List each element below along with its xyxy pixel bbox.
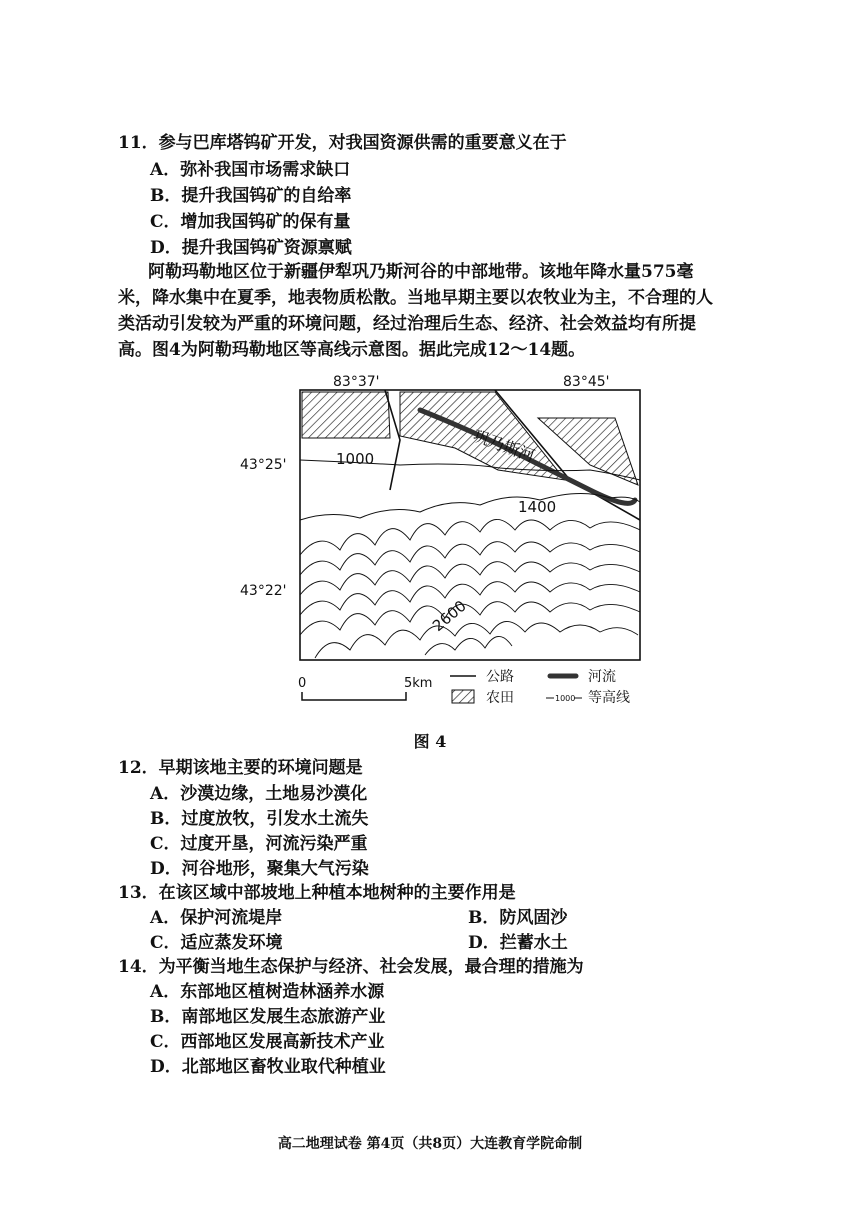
- q11-option-a: A．弥补我国市场需求缺口: [150, 160, 351, 180]
- latitude-label-north: 43°25': [240, 457, 287, 473]
- q12-option-c: C．过度开垦，河流污染严重: [150, 834, 368, 854]
- longitude-label-east: 83°45': [563, 374, 610, 390]
- q13-option-a: A．保护河流堤岸: [150, 908, 283, 928]
- q11-stem: 11．参与巴库塔钨矿开发，对我国资源供需的重要意义在于: [118, 133, 567, 153]
- longitude-label-west: 83°37': [333, 374, 380, 390]
- q14-option-d: D．北部地区畜牧业取代种植业: [150, 1057, 386, 1077]
- q12-option-a: A．沙漠边缘，土地易沙漠化: [150, 784, 368, 804]
- contour-map-figure: [240, 370, 660, 710]
- q11-option-d: D．提升我国钨矿资源禀赋: [150, 238, 352, 258]
- q13-option-d: D．拦蓄水土: [468, 933, 568, 953]
- contour-label-2600: 2600: [429, 596, 470, 636]
- contour-label-1000: 1000: [336, 450, 375, 468]
- q14-option-a: A．东部地区植树造林涵养水源: [150, 982, 385, 1002]
- legend-farmland-label: 农田: [486, 690, 514, 706]
- q12-option-b: B．过度放牧，引发水土流失: [150, 809, 369, 829]
- q14-option-c: C．西部地区发展高新技术产业: [150, 1032, 385, 1052]
- legend-farmland-icon: [452, 690, 474, 703]
- contour-label-1400: 1400: [518, 498, 557, 516]
- legend-contour-sample: 1000: [555, 694, 576, 703]
- q14-option-b: B．南部地区发展生态旅游产业: [150, 1007, 386, 1027]
- q14-stem: 14．为平衡当地生态保护与经济、社会发展，最合理的措施为: [118, 957, 584, 977]
- figure-caption: 图 4: [413, 732, 447, 751]
- q13-option-b: B．防风固沙: [468, 908, 568, 928]
- q12-stem: 12．早期该地主要的环境问题是: [118, 758, 363, 778]
- legend-river-label: 河流: [588, 669, 616, 685]
- farmland-area-west: [302, 392, 390, 438]
- scale-zero: 0: [298, 676, 307, 691]
- scale-bar: [302, 692, 406, 700]
- latitude-label-south: 43°22': [240, 583, 287, 599]
- legend-road-label: 公路: [486, 669, 514, 685]
- legend-contour-label: 等高线: [588, 690, 630, 706]
- q11-option-c: C．增加我国钨矿的保有量: [150, 212, 351, 232]
- river-label: 巩乃斯河: [470, 425, 538, 466]
- scale-end: 5km: [404, 676, 433, 691]
- contour-map: [240, 370, 660, 710]
- reading-passage: 阿勒玛勒地区位于新疆伊犁巩乃斯河谷的中部地带。该地年降水量575毫米，降水集中在夏季，地表物质松散。当地早期主要以农牧业为主，不合理的人类活动引发较为严重的环境问题，经过治理后生态、经济、社会效益均有所提高。图4为阿勒玛勒地区等高线示意图。据此完成12～14题。: [118, 262, 713, 360]
- q11-option-b: B．提升我国钨矿的自给率: [150, 186, 352, 206]
- q13-option-c: C．适应蒸发环境: [150, 933, 283, 953]
- page-footer: 高二地理试卷 第4页（共8页）大连教育学院命制: [277, 1136, 583, 1152]
- q12-option-d: D．河谷地形，聚集大气污染: [150, 859, 369, 879]
- q13-stem: 13．在该区域中部坡地上种植本地树种的主要作用是: [118, 883, 516, 903]
